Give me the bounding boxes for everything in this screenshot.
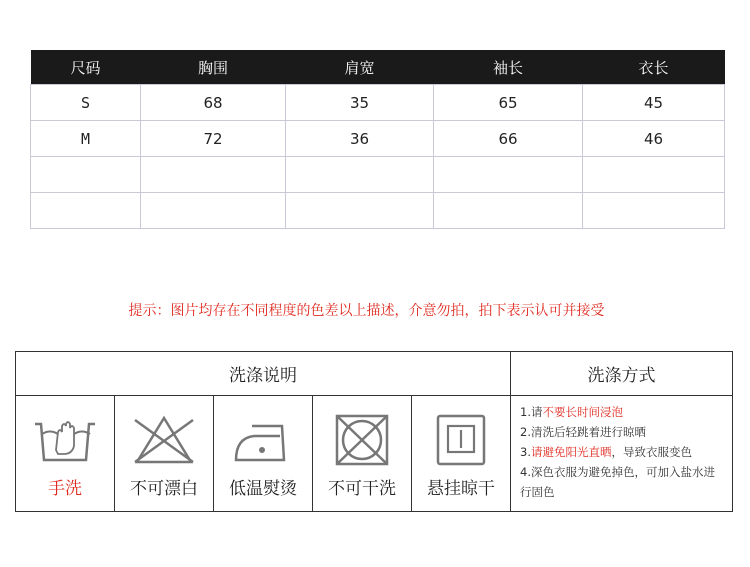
cell-length: 45 (583, 85, 725, 121)
cell-length (583, 157, 725, 193)
wash-instructions-panel (15, 351, 733, 512)
cell-length: 46 (583, 121, 725, 157)
cell-size (31, 157, 141, 193)
cell-size: S (31, 85, 141, 121)
hang-dry-icon (428, 412, 494, 468)
hang-dry-label: 悬挂晾干 (427, 479, 495, 499)
cell-size (31, 193, 141, 229)
header-size: 尺码 (31, 50, 141, 85)
header-shoulder: 肩宽 (286, 50, 434, 85)
color-difference-notice: 提示：图片均存在不同程度的色差以上描述，介意勿拍，拍下表示认可并接受 (128, 303, 605, 319)
cell-chest: 68 (141, 85, 286, 121)
wash-icon-cell (313, 396, 412, 511)
cell-length (583, 193, 725, 229)
wash-icons-row (16, 396, 511, 511)
wash-icon-cell (16, 396, 115, 511)
cell-chest: 72 (141, 121, 286, 157)
table-row (31, 193, 725, 229)
size-table (30, 50, 725, 229)
wash-methods-title: 洗涤方式 (511, 352, 732, 396)
method-item: 4.深色衣服为避免掉色，可加入盐水进行固色 (520, 465, 715, 499)
no-dry-clean-icon (329, 412, 395, 468)
low-iron-label: 低温熨烫 (229, 479, 297, 499)
wash-instructions-title: 洗涤说明 (16, 352, 511, 396)
low-iron-icon (230, 412, 296, 468)
wash-icon-cell (412, 396, 510, 511)
method-item: 3.请避免阳光直晒，导致衣服变色 (520, 445, 692, 459)
cell-sleeve (434, 157, 583, 193)
cell-size: M (31, 121, 141, 157)
cell-sleeve (434, 193, 583, 229)
cell-chest (141, 193, 286, 229)
no-bleach-icon (131, 412, 197, 468)
cell-shoulder (286, 157, 434, 193)
cell-shoulder (286, 193, 434, 229)
cell-shoulder: 35 (286, 85, 434, 121)
table-row (31, 121, 725, 157)
wash-methods-list (512, 396, 732, 511)
method-item: 2.清洗后轻跳着进行晾晒 (520, 425, 646, 439)
no-dry-clean-label: 不可干洗 (328, 479, 396, 499)
header-length: 衣长 (583, 50, 725, 85)
cell-shoulder: 36 (286, 121, 434, 157)
cell-chest (141, 157, 286, 193)
header-sleeve: 袖长 (434, 50, 583, 85)
header-chest: 胸围 (141, 50, 286, 85)
hand-wash-label: 手洗 (48, 479, 82, 499)
size-table-header (31, 50, 725, 85)
table-row (31, 85, 725, 121)
method-item: 1.请不要长时间浸泡 (520, 405, 623, 419)
wash-icon-cell (115, 396, 214, 511)
cell-sleeve: 66 (434, 121, 583, 157)
no-bleach-label: 不可漂白 (130, 479, 198, 499)
cell-sleeve: 65 (434, 85, 583, 121)
table-row (31, 157, 725, 193)
hand-wash-icon (32, 412, 98, 468)
wash-icon-cell (214, 396, 313, 511)
